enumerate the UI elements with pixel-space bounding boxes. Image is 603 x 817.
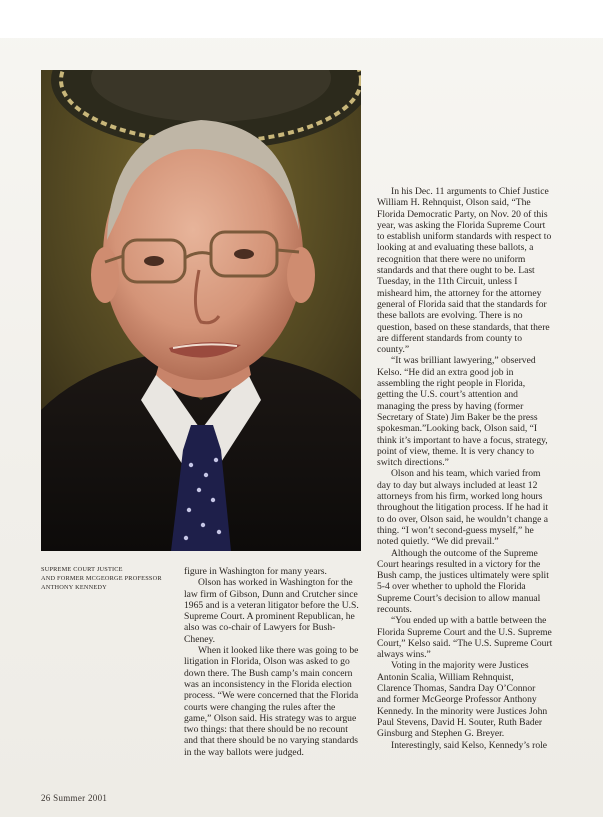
text-line: also was co-chair of Lawyers for Bush-: [184, 622, 336, 634]
text-line: two things: that there should be no recount: [184, 724, 348, 736]
text-line: was an inconsistency in the Florida election: [184, 678, 352, 690]
text-line: Antonin Scalia, William Rehnquist,: [377, 671, 514, 683]
text-line: Supreme Court’s decision to allow manual: [377, 592, 541, 604]
text-line: day to day but always included at least 12: [377, 479, 538, 491]
text-line: spokesman.”Looking back, Olson said, “I: [377, 423, 538, 435]
text-line: misheard him, the attorney for the attorney: [377, 287, 542, 299]
text-line: courts were changing the rules after the: [184, 701, 336, 713]
text-line: to establish uniform standards with respect to: [377, 231, 552, 243]
caption-line: ANTHONY KENNEDY: [41, 584, 107, 591]
text-line: and that there should be no varying standards: [184, 735, 358, 747]
caption-line: AND FORMER MCGEORGE PROFESSOR: [41, 575, 162, 582]
text-line: county.”: [377, 344, 410, 356]
text-line: William H. Rehnquist, Olson said, “The: [377, 197, 531, 209]
text-line: law firm of Gibson, Dunn and Crutcher since: [184, 588, 358, 600]
text-line: to do over, Olson said, he wouldn’t change a: [377, 513, 549, 525]
text-line: Kelso. “He did an extra good job in: [377, 366, 514, 378]
text-line: 5-4 over whether to uphold the Florida: [377, 581, 526, 593]
text-line: down there. The Bush camp’s main concern: [184, 667, 353, 679]
text-line: “It was brilliant lawyering,” observed: [391, 355, 536, 367]
article-column-right: [377, 186, 563, 751]
article-column-middle: [184, 566, 361, 758]
text-line: switch directions.”: [377, 457, 449, 469]
text-line: Interestingly, said Kelso, Kennedy’s role: [391, 739, 548, 751]
text-line: litigation in Florida, Olson was asked to go: [184, 656, 350, 668]
text-line: Bush camp, the justices ultimately were split: [377, 570, 549, 582]
text-line: and former McGeorge Professor Anthony: [377, 694, 537, 706]
text-line: assembling the right people in Florida,: [377, 378, 526, 390]
text-line: managing the press by having (former: [377, 400, 524, 412]
text-line: year, was asking the Florida Supreme Court: [377, 219, 546, 231]
text-line: Cheney.: [184, 633, 216, 645]
text-line: Voting in the majority were Justices: [391, 660, 529, 672]
text-line: standards and that there ought to be. Last: [377, 265, 535, 277]
text-line: these ballots are evolving. There is no: [377, 310, 523, 322]
text-line: Kennedy. In the minority were Justices John: [377, 705, 548, 717]
text-line: game,” Olson said. His strategy was to argue: [184, 712, 357, 724]
text-line: thing. “I won’t second-guess myself,” he: [377, 524, 534, 536]
portrait-illustration: [41, 70, 361, 551]
text-line: Florida Democratic Party, on Nov. 20 of this: [377, 208, 548, 220]
text-line: noted quietly. “We did prevail.”: [377, 536, 499, 548]
text-line: general of Florida said that the standards for: [377, 298, 547, 310]
text-line: looking at and evaluating these ballots, a: [377, 242, 534, 254]
caption-line: SUPREME COURT JUSTICE: [41, 566, 123, 573]
text-line: question, based on these standards, that there: [377, 321, 550, 333]
text-line: 1965 and is a veteran litigator before the U.S.: [184, 599, 359, 611]
text-line: always wins.”: [377, 649, 431, 661]
text-line: in the way ballots were judged.: [184, 746, 304, 758]
page-folio: 26 Summer 2001: [41, 793, 108, 803]
text-line: point of view, theme. It is very chancy to: [377, 445, 535, 457]
text-line: When it looked like there was going to be: [198, 645, 359, 657]
text-line: Paul Stevens, David H. Souter, Ruth Bader: [377, 716, 543, 728]
page-top-margin: [0, 0, 603, 38]
portrait-photo: [41, 70, 361, 551]
text-line: attorneys from his firm, worked long hours: [377, 491, 543, 503]
text-line: Florida Supreme Court and the U.S. Supreme: [377, 626, 552, 638]
text-line: throughout the litigation process. If he had it: [377, 502, 549, 514]
text-line: are different standards from county to: [377, 332, 523, 344]
text-line: recognition that there were no uniform: [377, 253, 526, 265]
text-line: think it’s important to have a focus, strategy,: [377, 434, 548, 446]
text-line: process. “We were concerned that the Florida: [184, 690, 359, 702]
text-line: Tuesday, in the 11th Circuit, unless I: [377, 276, 518, 288]
text-line: Olson has worked in Washington for the: [198, 577, 353, 589]
text-line: figure in Washington for many years.: [184, 566, 327, 577]
photo-caption: [41, 565, 181, 592]
text-line: getting the U.S. court’s attention and: [377, 389, 518, 401]
text-line: “You ended up with a battle between the: [391, 615, 547, 627]
text-line: Clarence Thomas, Sandra Day O’Connor: [377, 683, 536, 695]
text-line: Supreme Court. A prominent Republican, he: [184, 611, 355, 623]
text-line: Secretary of State) Jim Baker be the press: [377, 411, 538, 423]
text-line: Although the outcome of the Supreme: [391, 547, 538, 559]
text-line: recounts.: [377, 603, 412, 615]
text-line: Court hearings resulted in a victory for the: [377, 558, 541, 570]
text-line: Court,” Kelso said. “The U.S. Supreme Court: [377, 637, 553, 649]
text-line: In his Dec. 11 arguments to Chief Justice: [391, 186, 549, 197]
text-line: Olson and his team, which varied from: [391, 468, 541, 480]
text-line: Ginsburg and Stephen G. Breyer.: [377, 728, 505, 740]
